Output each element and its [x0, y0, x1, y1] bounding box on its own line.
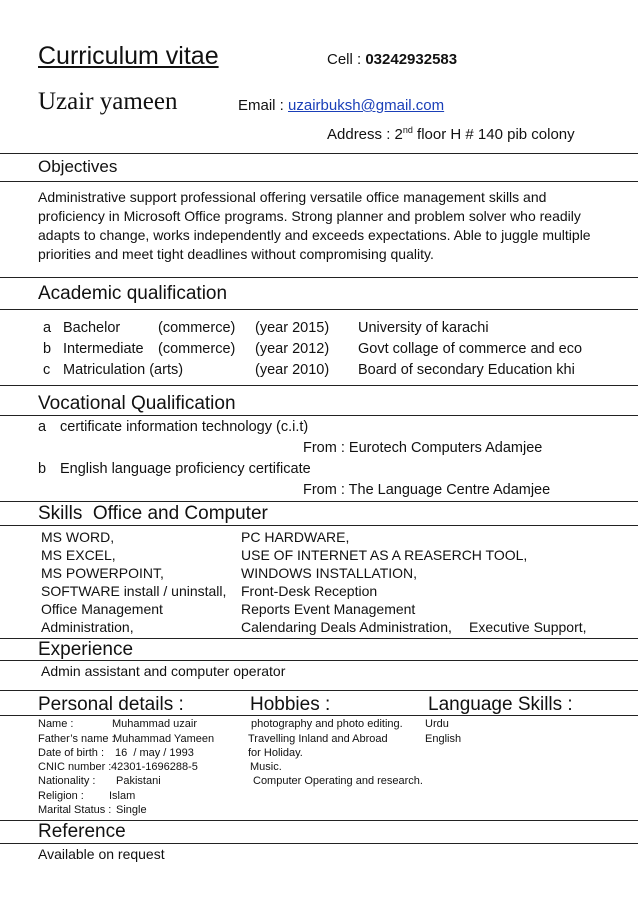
candidate-name: Uzair yameen	[38, 88, 178, 115]
divider	[0, 277, 638, 278]
personal-heading: Personal details :	[38, 694, 184, 715]
email-link[interactable]: uzairbuksh@gmail.com	[288, 97, 445, 114]
academic-letter: c	[43, 362, 51, 378]
skill-item: Reports Event Management	[241, 601, 416, 617]
academic-year: (year 2010)	[255, 362, 330, 378]
personal-value: Islam	[109, 790, 136, 802]
divider	[0, 660, 638, 661]
divider	[0, 309, 638, 310]
cell-value: 03242932583	[365, 51, 458, 68]
skills-heading: Skills Office and Computer	[38, 503, 268, 524]
personal-value: Muhammad uzair	[112, 718, 197, 730]
skill-item: USE OF INTERNET AS A REASERCH TOOL,	[241, 547, 528, 563]
academic-heading: Academic qualification	[38, 283, 228, 304]
address-line	[327, 125, 575, 143]
academic-degree: Bachelor	[63, 320, 121, 336]
reference-text: Available on request	[38, 846, 165, 862]
divider	[0, 385, 638, 386]
vocational-letter: b	[38, 461, 47, 477]
address-rest: floor H # 140 pib colony	[412, 126, 575, 143]
reference-heading: Reference	[38, 821, 126, 842]
vocational-title: certificate information technology (c.i.t)	[60, 419, 309, 435]
skill-item: Calendaring Deals Administration,	[241, 619, 452, 635]
cell-label: Cell :	[327, 51, 366, 68]
vocational-from: From : Eurotech Computers Adamjee	[303, 440, 543, 456]
divider	[0, 501, 638, 502]
cell-line	[327, 51, 457, 68]
academic-field: (commerce)	[158, 341, 236, 357]
objectives-heading: Objectives	[38, 157, 118, 176]
personal-label: Nationality :	[38, 775, 96, 787]
divider	[0, 715, 638, 716]
personal-value: 16 / may / 1993	[115, 747, 194, 759]
academic-institute: University of karachi	[358, 320, 489, 336]
divider	[0, 181, 638, 182]
personal-label: Marital Status :	[38, 804, 112, 816]
academic-institute: Govt collage of commerce and eco	[358, 341, 583, 357]
address-label: Address : 2	[327, 126, 403, 143]
hobby-item: Travelling Inland and Abroad	[248, 733, 388, 745]
personal-label: CNIC number :	[38, 761, 112, 773]
divider	[0, 153, 638, 154]
academic-year: (year 2015)	[255, 320, 330, 336]
personal-value: Pakistani	[116, 775, 161, 787]
personal-value: Muhammad Yameen	[113, 733, 215, 745]
email-label: Email :	[238, 97, 289, 114]
objectives-line: priorities and meet tight deadlines without compromising quality.	[38, 246, 434, 262]
skill-item: SOFTWARE install / uninstall,	[41, 583, 227, 599]
hobby-item: Computer Operating and research.	[253, 775, 423, 787]
language-item: Urdu	[425, 718, 449, 730]
vocational-heading: Vocational Qualification	[38, 393, 236, 414]
academic-degree: Matriculation (arts)	[63, 362, 184, 378]
personal-label: Religion :	[38, 790, 84, 802]
personal-label: Father’s name :	[38, 733, 115, 745]
vocational-letter: a	[38, 419, 47, 435]
divider	[0, 415, 638, 416]
skill-item: Office Management	[41, 601, 163, 617]
academic-letter: b	[43, 341, 52, 357]
objectives-line: proficiency in Microsoft Office programs. Strong planner and problem solver who readily	[38, 208, 581, 224]
divider	[0, 690, 638, 691]
hobby-item: Music.	[250, 761, 282, 773]
skill-item: MS POWERPOINT,	[41, 565, 164, 581]
skill-item: WINDOWS INSTALLATION,	[241, 565, 418, 581]
objectives-line: adapts to change, works independently and exceeds expectations. Able to juggle multiple	[38, 227, 591, 243]
skill-item: Executive Support,	[469, 619, 587, 635]
divider	[0, 843, 638, 844]
vocational-from: From : The Language Centre Adamjee	[303, 482, 551, 498]
hobbies-heading: Hobbies :	[250, 694, 331, 715]
skill-item: Front-Desk Reception	[241, 583, 378, 599]
objectives-line: Administrative support professional offering versatile office management skills and	[38, 189, 547, 205]
academic-year: (year 2012)	[255, 341, 330, 357]
hobby-item: for Holiday.	[248, 747, 303, 759]
personal-value: 42301-1696288-5	[111, 761, 198, 773]
academic-letter: a	[43, 320, 52, 336]
personal-value: Single	[116, 804, 147, 816]
divider	[0, 525, 638, 526]
cv-title: Curriculum vitae	[38, 42, 219, 70]
personal-label: Date of birth :	[38, 747, 105, 759]
hobby-item: photography and photo editing.	[251, 718, 403, 730]
email-line	[238, 97, 444, 114]
skill-item: PC HARDWARE,	[241, 529, 350, 545]
academic-degree: Intermediate	[63, 341, 144, 357]
experience-heading: Experience	[38, 639, 134, 660]
academic-field: (commerce)	[158, 320, 236, 336]
skill-item: Administration,	[41, 619, 134, 635]
vocational-title: English language proficiency certificate	[60, 461, 311, 477]
languages-heading: Language Skills :	[428, 694, 573, 715]
address-sup: nd	[402, 125, 413, 135]
experience-text: Admin assistant and computer operator	[41, 663, 286, 679]
language-item: English	[425, 733, 462, 745]
academic-institute: Board of secondary Education khi	[358, 362, 575, 378]
personal-label: Name :	[38, 718, 74, 730]
skill-item: MS EXCEL,	[41, 547, 116, 563]
skill-item: MS WORD,	[41, 529, 115, 545]
